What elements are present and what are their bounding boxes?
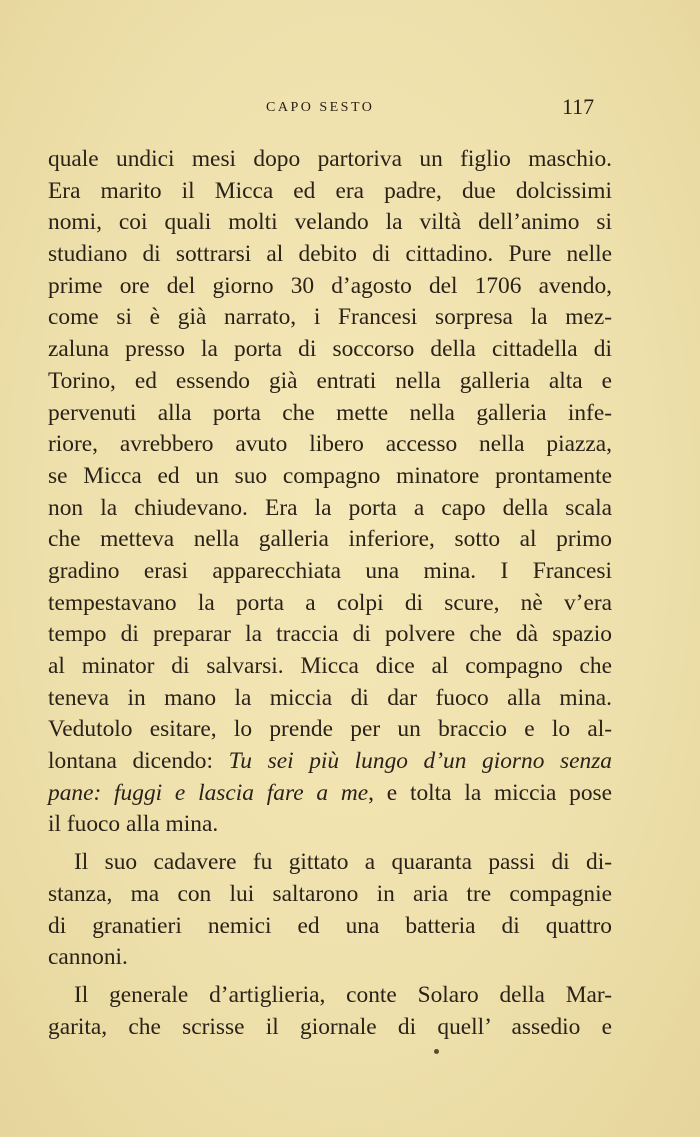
text-line: Era marito il Micca ed era padre, due dolcissimi — [48, 177, 612, 204]
text-line-with-quote — [48, 778, 612, 810]
text-run: , e tolta la miccia pose — [368, 779, 612, 806]
section-title: CAPO SESTO — [266, 100, 375, 115]
text-line: teneva in mano la miccia di dar fuoco alla mina. — [48, 684, 612, 711]
text-line: zaluna presso la porta di soccorso della cittadella di — [48, 336, 612, 363]
quote-italic: pane: fuggi e lascia fare a me — [48, 779, 369, 806]
text-line: quale undici mesi dopo partoriva un figlio maschio. — [48, 146, 612, 172]
paragraph — [48, 847, 612, 974]
text-line: tempestavano la porta a colpi di scure, nè v’era — [48, 589, 612, 616]
text-line: tempo di preparar la traccia di polvere che dà spazio — [48, 621, 612, 648]
text-line: cannoni. — [48, 944, 128, 971]
text-line: stanza, ma con lui saltarono in aria tre compagnie — [48, 880, 612, 907]
ink-speck — [434, 1049, 439, 1054]
text-line: non la chiudevano. Era la porta a capo della scala — [48, 494, 612, 521]
running-head — [0, 94, 700, 122]
text-line: al minator di salvarsi. Micca dice al compagno che — [48, 653, 612, 679]
text-line: prime ore del giorno 30 d’agosto del 1706 avendo, — [48, 272, 612, 299]
text-line-with-quote — [48, 746, 612, 778]
text-line: Il suo cadavere fu gittato a quaranta passi di di- — [74, 849, 612, 876]
paragraph — [48, 980, 612, 1043]
quote-italic: Tu sei più lungo d’un giorno senza — [228, 748, 612, 775]
text-line: garita, che scrisse il giornale di quell’ assedio e — [48, 1013, 612, 1040]
paragraph — [48, 144, 612, 841]
text-line: Torino, ed essendo già entrati nella galleria alta e — [48, 367, 612, 394]
text-line: pervenuti alla porta che mette nella galleria infe- — [48, 399, 612, 426]
text-line: gradino erasi apparecchiata una mina. I Francesi — [48, 557, 612, 584]
text-line: se Micca ed un suo compagno minatore prontamente — [48, 462, 612, 489]
text-line: Il generale d’artiglieria, conte Solaro della Mar- — [74, 981, 612, 1008]
text-line: che metteva nella galleria inferiore, sotto al primo — [48, 526, 612, 553]
body-text — [48, 144, 612, 1043]
text-line: il fuoco alla mina. — [48, 811, 219, 838]
text-run: lontana dicendo: — [48, 748, 229, 775]
text-line: di granatieri nemici ed una batteria di quattro — [48, 912, 612, 939]
text-line: riore, avrebbero avuto libero accesso nella piazza, — [48, 431, 612, 458]
text-line: Vedutolo esitare, lo prende per un braccio e lo al- — [48, 716, 612, 743]
text-line: studiano di sottrarsi al debito di cittadino. Pure nelle — [48, 241, 612, 268]
text-line: nomi, coi quali molti velando la viltà dell’animo si — [48, 209, 612, 236]
page-number: 117 — [562, 94, 595, 119]
text-line: come si è già narrato, i Francesi sorpresa la mez- — [48, 304, 612, 331]
